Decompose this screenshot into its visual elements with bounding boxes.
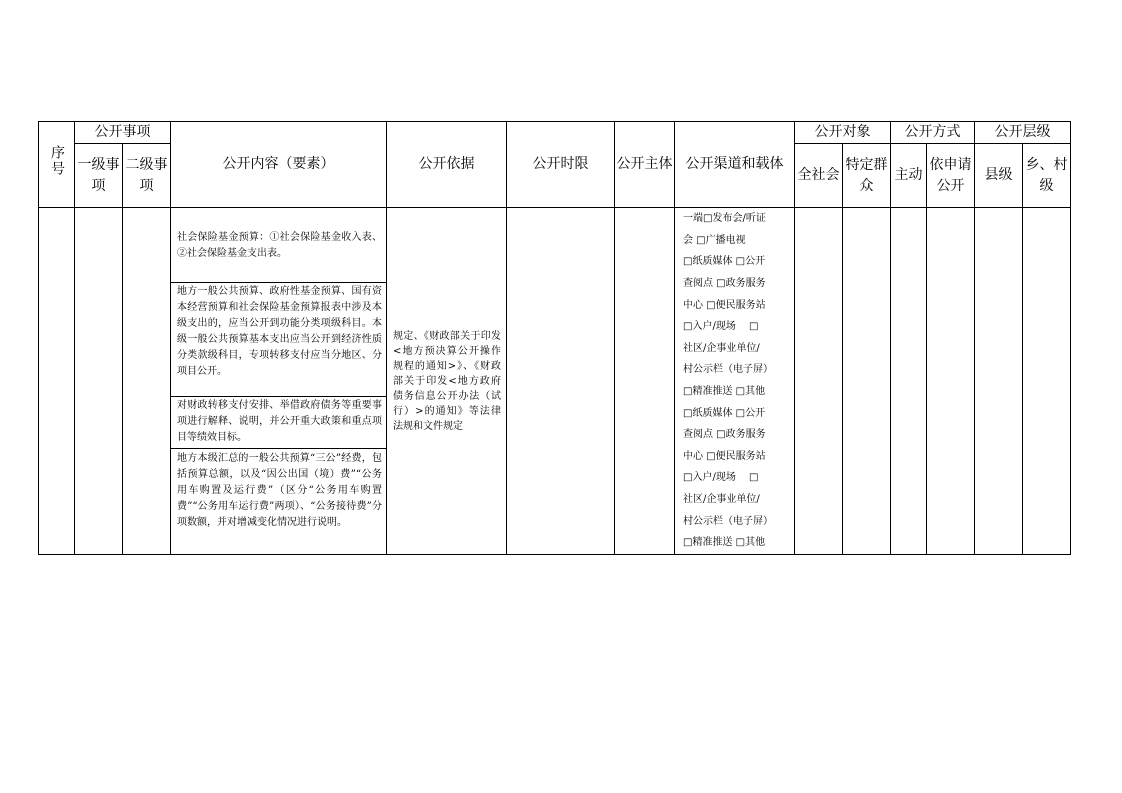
header-target-all: 全社会 xyxy=(795,144,843,208)
cell-target-all xyxy=(795,208,843,555)
cell-level2 xyxy=(123,208,171,555)
cell-target-specific xyxy=(843,208,891,555)
cell-time-limit xyxy=(507,208,615,555)
basis-text: 规定、《财政部关于印发<地方预决算公开操作规程的通知>》、《财政部关于印发<地方政府债务信息公开办法（试行）>的通知》等法律法规和文件规定 xyxy=(393,330,501,432)
channel-line: □入户/现场 □ xyxy=(683,472,759,484)
channel-line: □入户/现场 □ xyxy=(683,321,759,333)
header-content: 公开内容（要素） xyxy=(171,122,387,208)
header-time-limit: 公开时限 xyxy=(507,122,615,208)
cell-method-active xyxy=(891,208,927,555)
header-method-request: 依申请公开 xyxy=(927,144,975,208)
channel-line: □纸质媒体 □公开 xyxy=(683,256,766,268)
header-target-group: 公开对象 xyxy=(795,122,891,144)
header-channels: 公开渠道和载体 xyxy=(675,122,795,208)
cell-level-county xyxy=(975,208,1023,555)
header-target-specific: 特定群众 xyxy=(843,144,891,208)
channel-line: 一端□发布会/听证 xyxy=(683,213,766,225)
channel-line: 社区/企事业单位/ xyxy=(683,342,760,354)
content-item: 地方本级汇总的一般公共预算“三公”经费，包括预算总额，以及“因公出国（境）费”“公务用车购置及运行费”（区分“公务用车购置费”“公务用车运行费”两项）、“公务接待费”分项数额，并对增减变化情况进行说明。 xyxy=(177,453,382,528)
cell-channels xyxy=(675,208,795,555)
channel-line: □纸质媒体 □公开 xyxy=(683,407,766,419)
channel-line: 中心 □便民服务站 xyxy=(683,299,766,311)
header-items-group: 公开事项 xyxy=(75,122,171,144)
content-item: 地方一般公共预算、政府性基金预算、国有资本经营预算和社会保险基金预算报表中涉及本级支出的，应当公开到功能分类项级科目。本级一般公共预算基本支出应当公开到经济性质分类款级科目，专项转移支付应当分地区、分项目公开。 xyxy=(171,283,386,397)
cell-method-request xyxy=(927,208,975,555)
channel-line: 村公示栏（电子屏） xyxy=(683,364,773,376)
content-item: 社会保险基金预算：①社会保险基金收入表、②社会保险基金支出表。 xyxy=(171,208,386,283)
cell-level-township xyxy=(1023,208,1071,555)
header-serial: 序号 xyxy=(39,122,75,208)
channel-line: 查阅点 □政务服务 xyxy=(683,278,766,290)
content-item: 对财政转移支付安排、举借政府债务等重要事项进行解释、说明，并公开重大政策和重点项目等绩效目标。 xyxy=(171,397,386,449)
header-method-group: 公开方式 xyxy=(891,122,975,144)
channel-line: 会 □广播电视 xyxy=(683,234,746,246)
channel-line: 查阅点 □政务服务 xyxy=(683,429,766,441)
cell-serial xyxy=(39,208,75,555)
cell-basis xyxy=(387,208,507,555)
header-level-group: 公开层级 xyxy=(975,122,1071,144)
header-level1: 一级事项 xyxy=(75,144,123,208)
cell-level1 xyxy=(75,208,123,555)
disclosure-table xyxy=(38,121,1071,555)
header-level-county: 县级 xyxy=(975,144,1023,208)
cell-content xyxy=(171,208,387,555)
cell-subject xyxy=(615,208,675,555)
channel-line: □精准推送 □其他 xyxy=(683,537,766,549)
header-level-township: 乡、村级 xyxy=(1023,144,1071,208)
channel-line: 社区/企事业单位/ xyxy=(683,493,760,505)
channel-line: 中心 □便民服务站 xyxy=(683,450,766,462)
channel-line: 村公示栏（电子屏） xyxy=(683,515,773,527)
channel-list xyxy=(675,208,794,554)
header-level2: 二级事项 xyxy=(123,144,171,208)
channel-line: □精准推送 □其他 xyxy=(683,386,766,397)
header-subject: 公开主体 xyxy=(615,122,675,208)
table-row xyxy=(39,208,1071,555)
header-method-active: 主动 xyxy=(891,144,927,208)
header-basis: 公开依据 xyxy=(387,122,507,208)
